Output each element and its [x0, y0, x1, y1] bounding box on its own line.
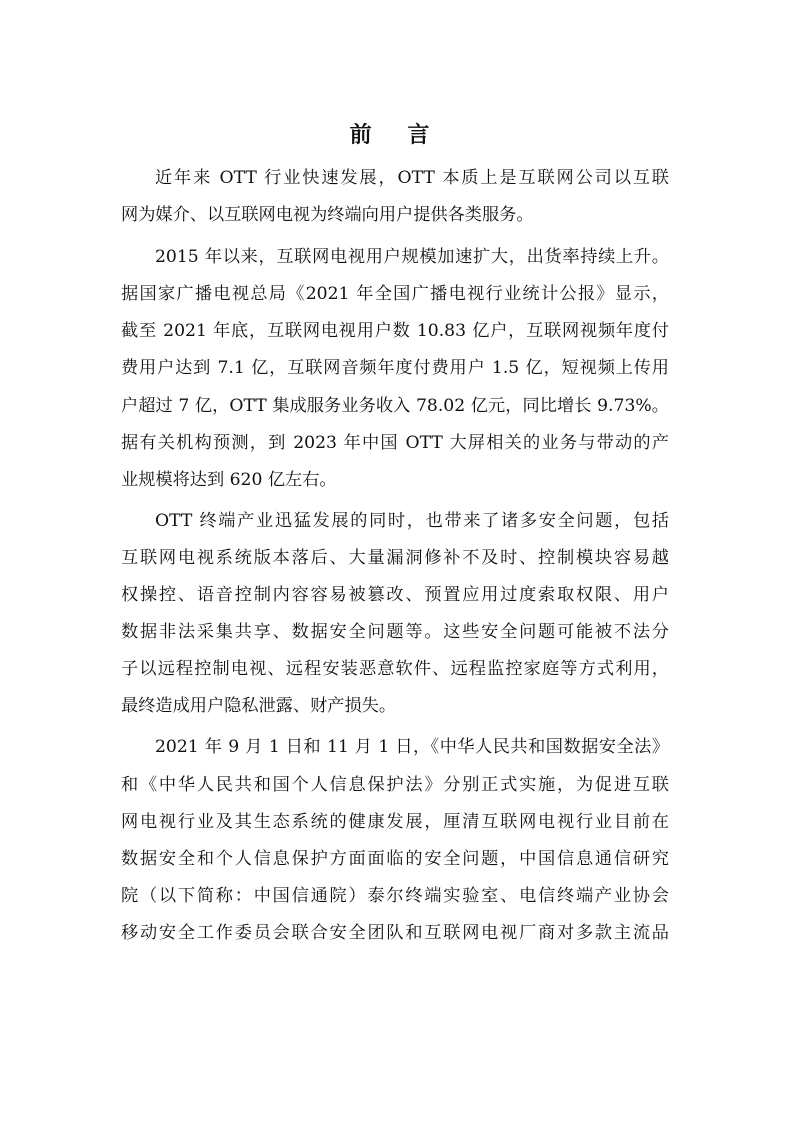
paragraph-1: [121, 160, 669, 234]
paragraph-2-line-5: 户超过 7 亿，OTT 集成服务业务收入 78.02 亿元，同比增长 9.73%。: [121, 395, 669, 416]
paragraph-3: [121, 503, 669, 726]
paragraph-4-line-1: 2021 年 9 月 1 日和 11 月 1 日，《中华人民共和国数据安全法》: [155, 737, 669, 758]
paragraph-4: [121, 729, 669, 952]
paragraph-3-line-5: 子以远程控制电视、远程安装恶意软件、远程监控家庭等方式利用，: [121, 659, 669, 680]
paragraph-4-line-3: 网电视行业及其生态系统的健康发展，厘清互联网电视行业目前在: [121, 811, 669, 832]
paragraph-2-line-4: 费用户达到 7.1 亿，互联网音频年度付费用户 1.5 亿，短视频上传用: [121, 358, 669, 379]
paragraph-3-line-2: 互联网电视系统版本落后、大量漏洞修补不及时、控制模块容易越: [121, 547, 669, 568]
paragraph-2-line-6: 据有关机构预测，到 2023 年中国 OTT 大屏相关的业务与带动的产: [121, 432, 669, 453]
paragraph-1-line-2: 网为媒介、以互联网电视为终端向用户提供各类服务。: [121, 205, 534, 226]
paragraph-3-line-3: 权操控、语音控制内容容易被篡改、预置应用过度索取权限、用户: [121, 585, 669, 606]
paragraph-4-line-4: 数据安全和个人信息保护方面面临的安全问题，中国信息通信研究: [121, 848, 669, 869]
paragraph-4-line-2: 和《中华人民共和国个人信息保护法》分别正式实施，为促进互联: [121, 774, 669, 795]
paragraph-4-line-6: 移动安全工作委员会联合安全团队和互联网电视厂商对多款主流品: [121, 922, 669, 943]
document-body: [121, 160, 669, 952]
paragraph-2: [121, 239, 669, 499]
paragraph-3-line-6: 最终造成用户隐私泄露、财产损失。: [121, 696, 397, 717]
paragraph-2-line-7: 业规模将达到 620 亿左右。: [121, 469, 337, 490]
page-title: 前 言: [349, 122, 444, 148]
paragraph-4-line-5: 院（以下简称：中国信通院）泰尔终端实验室、电信终端产业协会: [121, 885, 669, 906]
paragraph-2-line-2: 据国家广播电视总局《2021 年全国广播电视行业统计公报》显示，: [121, 284, 669, 305]
paragraph-2-line-3: 截至 2021 年底，互联网电视用户数 10.83 亿户，互联网视频年度付: [121, 321, 669, 342]
paragraph-2-line-1: 2015 年以来，互联网电视用户规模加速扩大，出货率持续上升。: [155, 247, 669, 268]
paragraph-1-line-1: 近年来 OTT 行业快速发展，OTT 本质上是互联网公司以互联: [155, 168, 669, 188]
paragraph-3-line-4: 数据非法采集共享、数据安全问题等。这些安全问题可能被不法分: [121, 622, 669, 643]
paragraph-3-line-1: OTT 终端产业迅猛发展的同时，也带来了诸多安全问题，包括: [155, 510, 669, 531]
